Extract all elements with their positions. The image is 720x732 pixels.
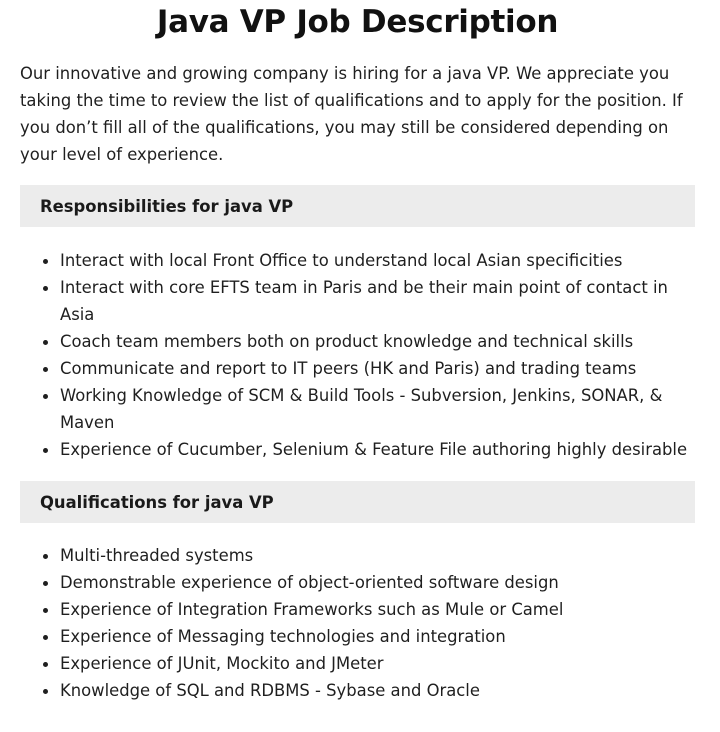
- list-item: Experience of Integration Frameworks such as Mule or Camel: [60, 596, 695, 623]
- list-item: Experience of Cucumber, Selenium & Feature File authoring highly desirable: [60, 436, 695, 463]
- list-item: Experience of JUnit, Mockito and JMeter: [60, 650, 695, 677]
- list-item: Multi-threaded systems: [60, 542, 695, 569]
- list-item: Knowledge of SQL and RDBMS - Sybase and Oracle: [60, 677, 695, 704]
- list-item: Coach team members both on product knowledge and technical skills: [60, 328, 695, 355]
- qualifications-list: [20, 542, 695, 704]
- list-item: Working Knowledge of SCM & Build Tools - Subversion, Jenkins, SONAR, & Maven: [60, 382, 695, 436]
- responsibilities-heading: Responsibilities for java VP: [40, 196, 294, 216]
- qualifications-header: [20, 481, 695, 523]
- intro-paragraph: Our innovative and growing company is hiring for a java VP. We appreciate you taking the time to review the list of qualifications and to apply for the position. If you don’t fill all of the qualifications, you may still be considered depending on your level of experience.: [20, 64, 683, 164]
- list-item: Communicate and report to IT peers (HK and Paris) and trading teams: [60, 355, 695, 382]
- list-item: Experience of Messaging technologies and integration: [60, 623, 695, 650]
- responsibilities-list: [20, 247, 695, 463]
- list-item: Demonstrable experience of object-oriented software design: [60, 569, 695, 596]
- qualifications-heading: Qualifications for java VP: [40, 492, 274, 512]
- list-item: Interact with local Front Office to understand local Asian specificities: [60, 247, 695, 274]
- page-title: Java VP Job Description: [156, 4, 559, 40]
- responsibilities-header: [20, 185, 695, 227]
- list-item: Interact with core EFTS team in Paris and be their main point of contact in Asia: [60, 274, 695, 328]
